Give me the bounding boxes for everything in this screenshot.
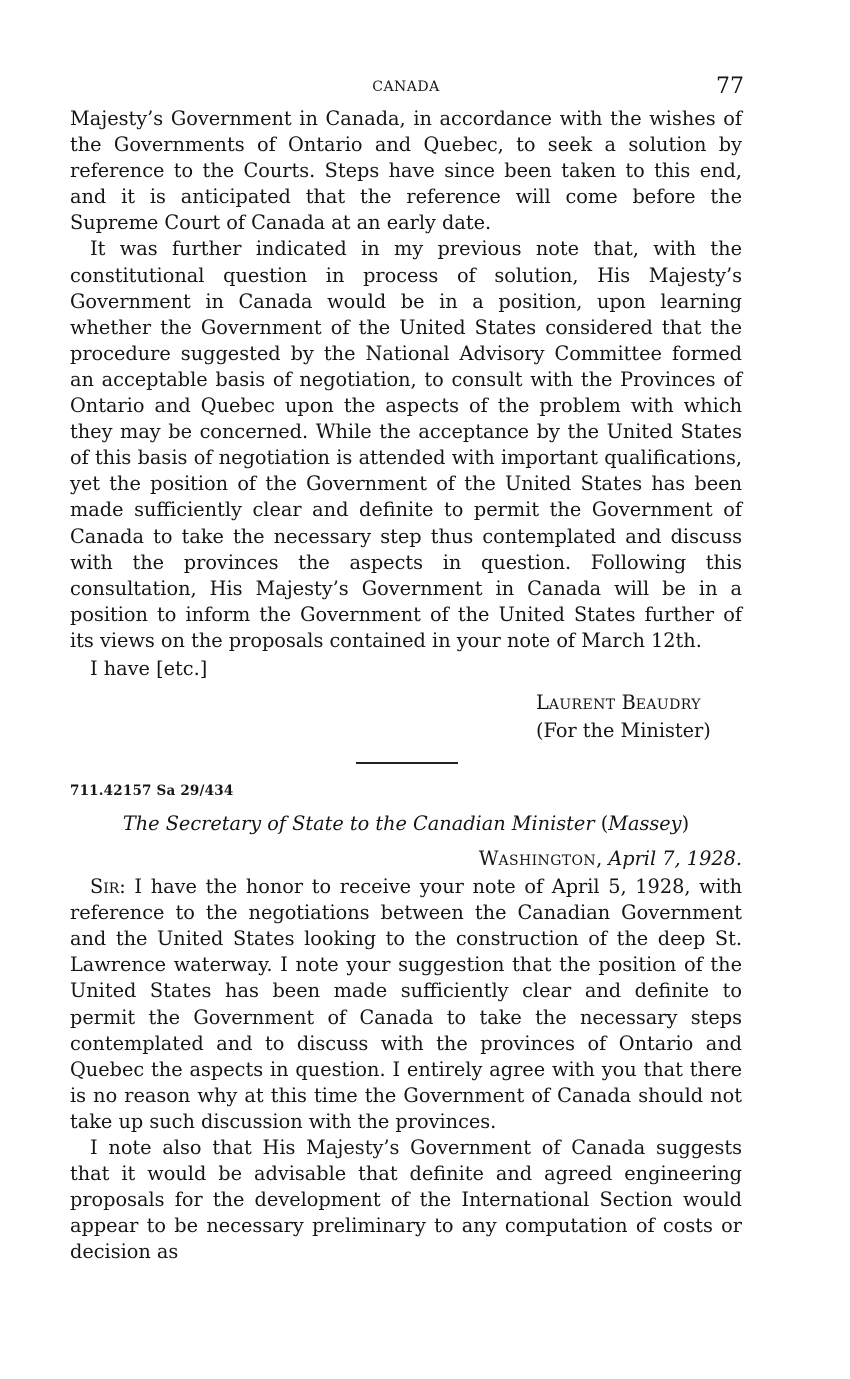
place-rest: ASHINGTON [498, 853, 597, 870]
letter-two-paragraph-1-text: : I have the honor to receive your note of April 5, 1928, with reference to the negotiations between the Canadian Government and the United States looking to the construction of the deep St. Lawrence waterway. I note your suggestion that the position of the United States has been made sufficiently clear and definite to permit the Government of Canada to take the necessary steps contemplated and to discuss with the provinces of Ontario and Quebec the aspects in question. I entirely agree with you that there is no reason why at this time the Government of Canada should not take up such discussion with the provinces. [70, 875, 742, 1133]
letter-one-signature [536, 690, 742, 744]
running-header [70, 74, 742, 106]
letter-two-paragraph-1 [70, 874, 742, 1135]
file-reference: 711.42157 Sa 29/434 [70, 783, 234, 800]
letter-two-paragraph-2: I note also that His Majesty’s Government of Canada suggests that it would be advisable that definite and agreed engineering proposals for the development of the International Section would appear to be necessary preliminary to any computation of costs or decision as [70, 1136, 742, 1264]
document-heading: The Secretary of State to the Canadian Minister (Massey) [122, 812, 690, 836]
signer-first-initial: L [536, 691, 549, 715]
salutation: Sir [90, 875, 120, 899]
dateline-date: April 7, 1928. [608, 847, 742, 871]
signer-last-initial: B [621, 691, 636, 715]
page-number: 77 [716, 74, 744, 99]
signer-name [536, 690, 742, 718]
letter-one-paragraph-2: It was further indicated in my previous note that, with the constitutional question in process of solution, His Majesty’s Government in Canada would be in a position, upon learning whether the Government of the United States considered that the procedure suggested by the National Advisory Committee formed an acceptable basis of negotiation, to consult with the Provinces of Ontario and Quebec upon the aspects of the problem with which they may be concerned. While the acceptance by the United States of this basis of negotiation is attended with important qualifications, yet the position of the Government of the United States has been made sufficiently clear and definite to permit the Government of Canada to take the necessary step thus contemplated and discuss with the provinces the aspects in question. Following this consultation, His Majesty’s Government in Canada will be in a position to inform the Government of the United States further of its views on the proposals contained in your note of March 12th. [70, 237, 742, 652]
letter-one-closing: I have [etc.] [90, 656, 208, 680]
section-divider [356, 762, 458, 764]
running-title: CANADA [372, 79, 440, 95]
heading-text: The Secretary of State to the Canadian Minister [122, 812, 595, 836]
signer-last-rest: EAUDRY [635, 697, 701, 714]
document-page [70, 74, 742, 1265]
signer-role: (For the Minister) [536, 719, 711, 743]
signer-first-rest: AURENT [548, 697, 616, 714]
heading-name: Massey [608, 812, 682, 836]
place-initial: W [478, 847, 499, 871]
letter-one-paragraph-1: Majesty’s Government in Canada, in accordance with the wishes of the Governments of Ontario and Quebec, to seek a solution by reference to the Courts. Steps have since been taken to this end, and it is anticipated that the reference will come before the Supreme Court of Canada at an early date. [70, 107, 742, 235]
dateline: WASHINGTON, April 7, 1928. [478, 847, 742, 871]
